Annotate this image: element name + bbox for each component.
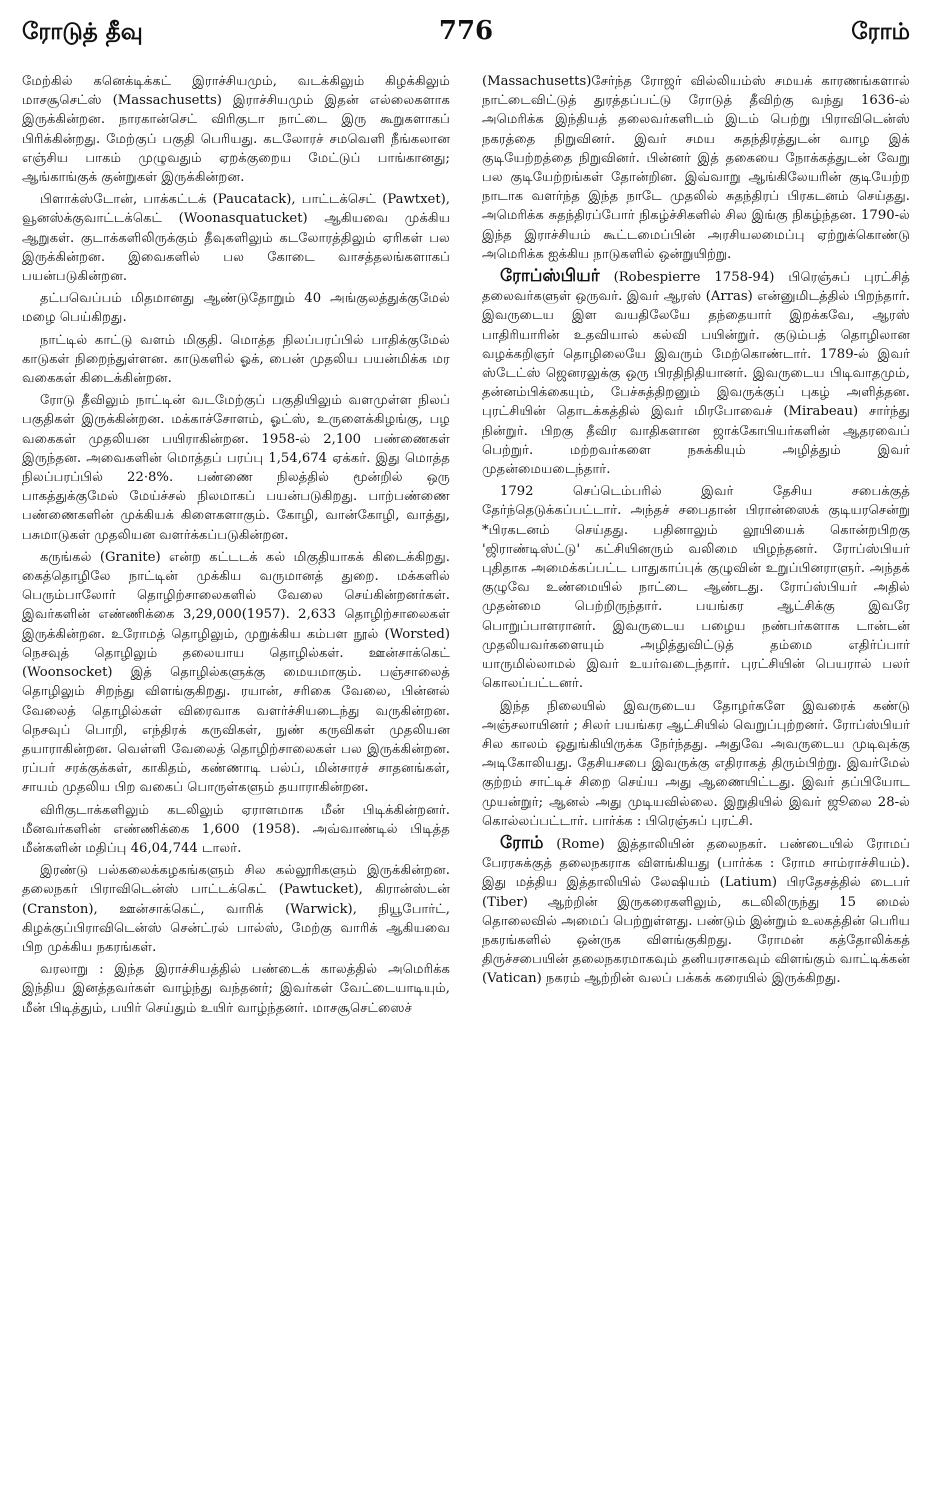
paragraph: தட்பவெப்பம் மிதமானது ஆண்டுதோறும் 40 அங்குலத்துக்குமேல் மழை பெய்கிறது. — [22, 291, 450, 326]
entry-robespierre: ரோப்ஸ்பியர் (Robespierre 1758-94) பிரெஞ்சுப் புரட்சித் தலைவர்களுள் ஒருவர். இவர் ஆரஸ் (Arras) என்னுமிடத்தில் பிறந்தார். இவருடைய இள வயதிலேயே தந்தையார் இறக்கவே, ஆரஸ் பாதிரியாரின் உதவியால் கல்வி பயின்றுர். குடும்பத் தொழிலான வழக்கறிஞர் தொழிலையே இவரும் மேற்கொண்டார். 1789-ல் இவர் ஸ்டேட்ஸ் ஜெனரலுக்கு ஒரு பிரதிநிதியானர். இவருடைய பிடிவாதமும், தன்னம்பிக்கையும், பேச்சுத்திறனும் இவருக்குப் புகழ் அளித்தன. புரட்சியின் தொடக்கத்தில் இவர் மிரபோவைச் (Mirabeau) சார்ந்து நின்றுர். பிறகு தீவிர வாதிகளான ஜாக்கோபியர்களின் ஆதரவைப் பெற்றுர். மற்றவர்களை நசுக்கியும் அழித்தும் இவர் முதன்மையடைந்தார். — [482, 266, 910, 478]
paragraph: (Massachusetts)சேர்ந்த ரோஜர் வில்லியம்ஸ் சமயக் காரணங்களால் நாட்டைவிட்டுத் துரத்தப்பட்டு ரோடுத் தீவிற்கு வந்து 1636-ல் அமெரிக்க இந்தியத் தலைவர்களிடம் இடம் பெற்று பிராவிடென்ஸ் நகரத்தை நிறுவினர். இவர் சமய சுதந்திரத்துடன் வாழ இக் குடியேற்றத்தை நிறுவினர். பின்னர் இத் தகையை நோக்கத்துடன் வேறு பல குடியேற்றங்கள் தோன்றின. இவ்வாறு ஆங்கிலேயரின் குடியேற்ற நாடாக வளர்ந்த இந்த நாடே முதலில் சுதந்திரப் பிரகடனம் செய்தது. அமெரிக்க சுதந்திரப்போர் நிகழ்ச்சிகளில் சில இங்கு நிகழ்ந்தன. 1790-ல் இந்த இராச்சியம் கூட்டமைப்பின் அரசியலமைப்பு ஏற்றுக்கொண்டு அமெரிக்க ஐக்கிய நாடுகளில் ஒன்றுயிற்று. — [482, 74, 910, 262]
paragraph: பிளாக்ஸ்டோன், பாக்கட்டக் (Paucatack), பாட்டக்செட் (Pawtxet), வூனஸ்க்குவாட்டக்கெட் (Woonasquatucket) ஆகியவை முக்கிய ஆறுகள். குடாக்களிலிருக்கும் தீவுகளிலும் கடலோரத்திலும் ஏரிகள் பல இருக்கின்றன. இவைகளில் பல கோடை வாசத்தலங்களாகப் பயன்படுகின்றன. — [22, 192, 450, 285]
entry-rome: ரோம் (Rome) இத்தாலியின் தலைநகர். பண்டையில் ரோமப் பேரரசுக்குத் தலைநகராக விளங்கியது (பார்க்க : ரோம சாம்ராச்சியம்). இது மத்திய இத்தாலியில் லேஷியம் (Latium) பிரதேசத்தில் டைபர் (Tiber) ஆற்றின் இருகரைகளிலும், கடலிலிருந்து 15 மைல் தொலைவில் அமைப் பெற்றுள்ளது. பண்டும் இன்றும் உலகத்தின் பெரிய நகரங்களில் ஒன்ருக விளங்குகிறது. ரோமன் கத்தோலிக்கத் திருச்சபையின் தலைநகரமாகவும் தனியரசாகவும் விளங்கும் வாட்டிக்கன் (Vatican) நகரம் ஆற்றின் வலப் பக்கக் கரையில் இருக்கிறது. — [482, 832, 910, 987]
header-end-entry: ரோம் — [851, 18, 910, 45]
paragraph: நாட்டில் காட்டு வளம் மிகுதி. மொத்த நிலப்பரப்பில் பாதிக்குமேல் காடுகள் நிறைந்துள்ளன. காடுகளில் ஓக், பைன் முதலிய பயன்மிக்க மர வகைகள் கிடைக்கின்றன. — [22, 332, 450, 387]
left-column — [22, 72, 450, 1477]
paragraph: 1792 செப்டெம்பரில் இவர் தேசிய சபைக்குத் தேர்ந்தெடுக்கப்பட்டார். அந்தச் சபைதான் பிரான்ஸைக் குடியரசென்று *பிரகடனம் செய்தது. பதினாலும் லூயியைக் கொன்றபிறகு 'ஜிராண்டிஸ்ட்டு' கட்சியினரும் வலிமை யிழந்தனர். ரோப்ஸ்பியர் புதிதாக அமைக்கப்பட்ட பாதுகாப்புக் குழுவின் உறுப்பினராளுர். அந்தக் குழுவே உண்மையில் நாட்டை ஆண்டது. ரோப்ஸ்பியர் அதில் முதன்மை பெற்றிருந்தார். பயங்கர ஆட்சிக்கு இவரே பொறுப்பாளரானர். இவருடைய பழைய நண்பர்களாக டான்டன் முதலியவர்களையும் அழித்துவிட்டுத் தம்மை எதிர்ப்பார் யாருமில்லாமல் இவர் உயர்வடைந்தார். புரட்சியின் பெயரால் பலர் கொலப்பட்டனர். — [482, 484, 910, 692]
paragraph: இரண்டு பல்கலைக்கழகங்களும் சில கல்லூரிகளும் இருக்கின்றன. தலைநகர் பிராவிடென்ஸ் பாட்டக்கெட் (Pawtucket), கிரான்ஸ்டன் (Cranston), ஊன்சாக்கெட், வாரிக் (Warwick), நியூபோர்ட், கிழக்குப்பிராவிடென்ஸ் சென்ட்ரல் பால்ஸ், மேற்கு வாரிக் ஆகியவை பிற முக்கிய நகரங்கள். — [22, 863, 450, 955]
two-column-body — [22, 72, 910, 1477]
page-number: 776 — [438, 16, 494, 46]
paragraph: மேற்கில் கனெக்டிக்கட் இராச்சியமும், வடக்கிலும் கிழக்கிலும் மாசசூசெட்ஸ் (Massachusetts) இராச்சியமும் இதன் எல்லைகளாக இருக்கின்றன. நாரகான்செட் விரிகுடா நாட்டை இரு கூறுகளாகப் பிரிக்கின்றது. மேற்குப் பகுதி பெரியது. கடலோரச் சமவெளி நீங்கலான எஞ்சிய பாகம் முழுவதும் ஏறக்குறைய மேட்டுப் பாங்கானது; ஆங்காங்குக் குன்றுகள் இருக்கின்றன. — [22, 74, 450, 186]
page-header — [22, 18, 910, 58]
paragraph: இந்த நிலையில் இவருடைய தோழர்களே இவரைக் கண்டு அஞ்சலாயினர் ; சிலர் பயங்கர ஆட்சியில் வெறுப்புற்றனர். ரோப்ஸ்பியர் சில காலம் ஒதுங்கியிருக்க நேர்ந்தது. அதுவே அவருடைய முடிவுக்கு அடிகோலியது. தேசியசபை இவருக்கு எதிராகத் திரும்பிற்று. இவர்மேல் குற்றம் சாட்டிச் சிறை செய்ய அது ஆணையிட்டது. இவர் தப்பியோட முயன்றுர்; ஆனல் அது முடியவில்லை. இறுதியில் இவர் ஜூலை 28-ல் கொல்லப்பட்டார். பார்க்க : பிரெஞ்சுப் புரட்சி. — [482, 698, 910, 829]
entry-headword: ரோம் — [500, 832, 544, 853]
header-start-entry: ரோடுத் தீவு — [22, 18, 143, 45]
paragraph: வரலாறு : இந்த இராச்சியத்தில் பண்டைக் காலத்தில் அமெரிக்க இந்திய இனத்தவர்கள் வாழ்ந்து வந்தனர்; இவர்கள் வேட்டையாடியும், மீன் பிடித்தும், பயிர் செய்தும் உயிர் வாழ்ந்தனர். மாசசூசெட்ஸைச் — [22, 962, 450, 1016]
paragraph: விரிகுடாக்களிலும் கடலிலும் ஏராளமாக மீன் பிடிக்கின்றனர். மீனவர்களின் எண்ணிக்கை 1,600 (1958). அவ்வாண்டில் பிடித்த மீன்களின் மதிப்பு 46,04,744 டாலர். — [22, 802, 450, 856]
right-column — [482, 72, 910, 1477]
paragraph: கருங்கல் (Granite) என்ற கட்டடக் கல் மிகுதியாகக் கிடைக்கிறது. கைத்தொழிலே நாட்டின் முக்கிய வருமானத் துறை. மக்களில் பெரும்பாலோர் தொழிற்சாலைகளில் வேலை செய்கின்றனர்கள். இவர்களின் எண்ணிக்கை 3,29,000(1957). 2,633 தொழிற்சாலைகள் இருக்கின்றன. உரோமத் தொழிலும், முறுக்கிய கம்பள நூல் (Worsted) நெசவுத் தொழிலும் தலையாய தொழில்கள். ஊன்சாக்கெட் (Woonsocket) இத் தொழில்களுக்கு மையமாகும். பஞ்சாலைத் தொழிலும் சிறந்து விளங்குகிறது. ரயான், சரிகை வேலை, பின்னல் வேலைத் தொழில்கள் விரைவாக வளர்ச்சியடைந்து வருகின்றன. நெசவுப் பொறி, எந்திரக் கருவிகள், நுண் கருவிகள் முதலியன தயாராகின்றன. வெள்ளி வேலைத் தொழிற்சாலைகள் பல இருக்கின்றன. ரப்பர் சரக்குக்கள், காகிதம், கண்ணாடி பல்ப், மின்சாரச் சாதனங்கள், சாயம் முதலிய பிற வகைப் பொருள்களும் தயாராகின்றன. — [22, 549, 450, 796]
paragraph: ரோடு தீவிலும் நாட்டின் வடமேற்குப் பகுதியிலும் வளமுள்ள நிலப் பகுதிகள் இருக்கின்றன. மக்காச்சோளம், ஓட்ஸ், உருளைக்கிழங்கு, பழ வகைகள் முதலியன பயிராகின்றன. 1958-ல் 2,100 பண்ணைகள் இருந்தன. அவைகளின் மொத்தப் பரப்பு 1,54,674 ஏக்கர். இது மொத்த நிலப்பரப்பில் 22·8%. பண்ணை நிலத்தில் மூன்றில் ஒரு பாகத்துக்குமேல் மேய்ச்சல் நிலமாகப் பயன்படுகிறது. பாற்பண்ணை பண்ணைகளின் முக்கியக் கிளைகளாகும். கோழி, வான்கோழி, வாத்து, பசுமாடுகள் முதலியன வளர்க்கப்படுகின்றன. — [22, 393, 450, 543]
entry-headword: ரோப்ஸ்பியர் — [500, 266, 600, 287]
